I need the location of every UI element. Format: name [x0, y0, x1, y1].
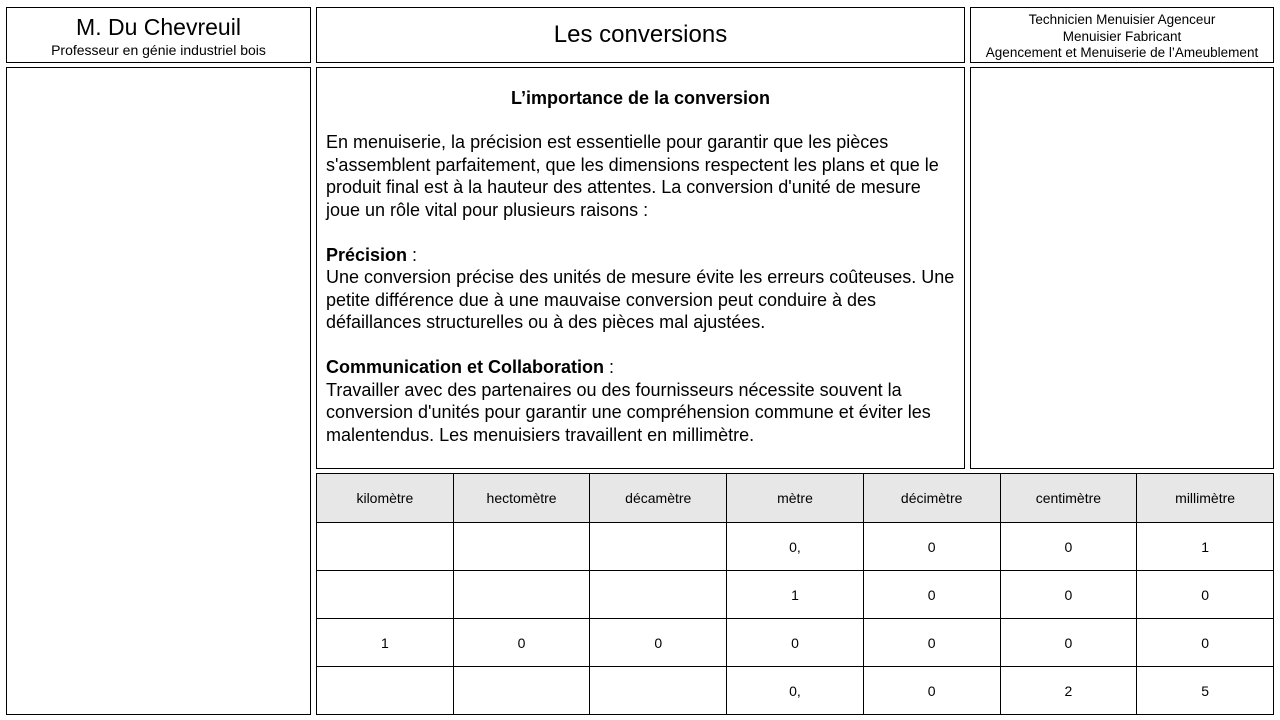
- header-decimetre: décimètre: [863, 474, 1000, 523]
- table-cell: [453, 523, 590, 571]
- table-cell: 0: [1000, 619, 1137, 667]
- table-cell: [590, 571, 727, 619]
- table-cell: 0: [863, 619, 1000, 667]
- header-millimetre: millimètre: [1137, 474, 1274, 523]
- table-cell: 0: [727, 619, 864, 667]
- precision-colon: :: [407, 244, 418, 265]
- table-cell: 0: [1137, 619, 1274, 667]
- header-kilometre: kilomètre: [317, 474, 454, 523]
- communication-colon: :: [604, 357, 615, 377]
- teacher-name: M. Du Chevreuil: [76, 14, 241, 40]
- table-cell: 0: [1000, 571, 1137, 619]
- courses-box: [970, 7, 1274, 63]
- conversion-table: [316, 473, 1274, 715]
- section-communication-heading: [326, 356, 955, 379]
- table-cell: 2: [1000, 667, 1137, 715]
- section-precision-heading: [326, 244, 955, 267]
- course-line: Menuisier Fabricant: [1062, 28, 1182, 44]
- course-line: Agencement et Menuiserie de l’Ameublement: [985, 45, 1259, 60]
- table-cell: [317, 523, 454, 571]
- table-cell: 0: [863, 667, 1000, 715]
- content-title: L’importance de la conversion: [510, 88, 771, 108]
- title-box: [316, 7, 965, 63]
- table-cell: 0: [1000, 523, 1137, 571]
- intro-paragraph: En menuiserie, la précision est essentielle pour garantir que les pièces s'assemblent parfaitement, que les dimensions respectent les plans et que le produit final est à la hauteur des attentes. La conversion d'unité de mesure joue un rôle vital pour plusieurs raisons :: [326, 132, 939, 220]
- table-cell: 1: [317, 619, 454, 667]
- left-empty-panel: [6, 67, 311, 715]
- table-cell: 1: [1137, 523, 1274, 571]
- content-panel: [316, 67, 965, 469]
- table-cell: 1: [727, 571, 864, 619]
- right-empty-panel: [970, 67, 1274, 469]
- precision-paragraph: Une conversion précise des unités de mesure évite les erreurs coûteuses. Une petite différence due à une mauvaise conversion peut conduire à des défaillances structurelles ou à des pièces mal ajustées.: [326, 267, 955, 332]
- table-cell: 0: [863, 523, 1000, 571]
- table-cell: 0: [590, 619, 727, 667]
- teacher-title: Professeur en génie industriel bois: [51, 42, 266, 58]
- table-cell: 0,: [727, 667, 864, 715]
- table-cell: [453, 667, 590, 715]
- page-title: Les conversions: [553, 21, 728, 48]
- table-cell: [317, 571, 454, 619]
- course-line: Technicien Menuisier Agenceur: [1028, 12, 1216, 27]
- table-row: [317, 523, 1274, 571]
- precision-heading: Précision: [326, 244, 408, 265]
- header-centimetre: centimètre: [1000, 474, 1137, 523]
- table-cell: 0,: [727, 523, 864, 571]
- table-row: [317, 619, 1274, 667]
- table-row: [317, 571, 1274, 619]
- header-hectometre: hectomètre: [453, 474, 590, 523]
- table-cell: [453, 571, 590, 619]
- table-cell: [590, 523, 727, 571]
- table-header-row: [317, 474, 1274, 523]
- table-row: [317, 667, 1274, 715]
- table-cell: 5: [1137, 667, 1274, 715]
- table-cell: [317, 667, 454, 715]
- table-cell: [590, 667, 727, 715]
- table-cell: 0: [863, 571, 1000, 619]
- communication-paragraph: Travailler avec des partenaires ou des fournisseurs nécessite souvent la conversion d'unités pour garantir une compréhension commune et éviter les malentendus. Les menuisiers travaillent en millimètre.: [326, 379, 931, 445]
- header-metre: mètre: [727, 474, 864, 523]
- communication-heading: Communication et Collaboration: [326, 357, 605, 377]
- teacher-box: [6, 7, 311, 63]
- header-decametre: décamètre: [590, 474, 727, 523]
- table-cell: 0: [453, 619, 590, 667]
- table-cell: 0: [1137, 571, 1274, 619]
